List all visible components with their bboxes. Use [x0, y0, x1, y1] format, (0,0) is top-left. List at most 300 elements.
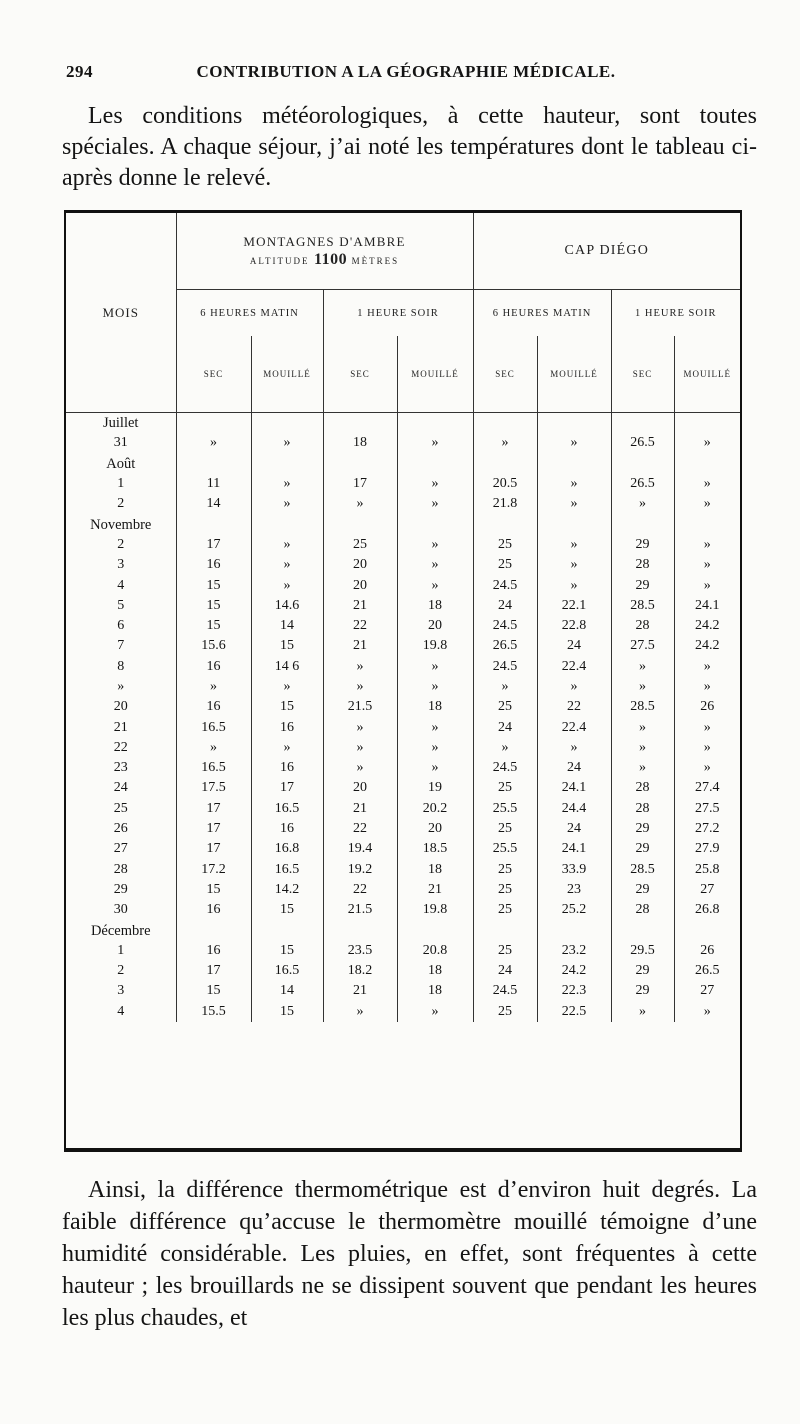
table-cell: » — [674, 433, 740, 453]
table-cell: » — [251, 494, 323, 514]
table-cell: 33.9 — [537, 860, 611, 880]
table-cell: 18.2 — [323, 961, 397, 981]
table-cell: 15 — [251, 636, 323, 656]
table-row — [66, 880, 740, 900]
table-cell: » — [323, 758, 397, 778]
table-cell: 21 — [397, 880, 473, 900]
table-cell: » — [611, 657, 674, 677]
table-cell: 22.4 — [537, 717, 611, 737]
table-cell: 17 — [176, 819, 251, 839]
mois-header: MOIS — [66, 213, 176, 413]
table-cell: 15 — [251, 941, 323, 961]
table-cell: 28 — [611, 778, 674, 798]
table-cell: 24.1 — [674, 596, 740, 616]
table-cell: » — [537, 433, 611, 453]
table-row — [66, 433, 740, 453]
table-cell: » — [537, 555, 611, 575]
table-cell: 20 — [397, 819, 473, 839]
table-row — [66, 778, 740, 798]
table-cell — [537, 514, 611, 534]
table-cell: 14 — [176, 494, 251, 514]
row-day: 22 — [113, 739, 128, 755]
table-cell: 17 — [176, 961, 251, 981]
table-cell: » — [537, 677, 611, 697]
table-row — [66, 758, 740, 778]
row-day: 4 — [117, 1003, 125, 1019]
table-cell — [323, 514, 397, 534]
table-cell — [611, 514, 674, 534]
table-cell: » — [323, 738, 397, 758]
table-cell: 28 — [611, 555, 674, 575]
row-day: 1 — [117, 476, 125, 492]
row-day: 6 — [117, 618, 125, 634]
table-cell: 25 — [323, 535, 397, 555]
table-cell: 29 — [611, 880, 674, 900]
table-cell: 26.8 — [674, 900, 740, 920]
table-cell: 25 — [473, 880, 537, 900]
table-cell: 16 — [176, 697, 251, 717]
table-cell: » — [611, 717, 674, 737]
table-cell: 29 — [611, 839, 674, 859]
table-cell — [397, 514, 473, 534]
table-cell: » — [674, 738, 740, 758]
altitude-value: 1100 — [314, 250, 348, 268]
table-cell: » — [176, 433, 251, 453]
table-cell: » — [674, 575, 740, 595]
table-cell: 27.4 — [674, 778, 740, 798]
table-row — [66, 961, 740, 981]
table-cell: 18 — [397, 981, 473, 1001]
table-cell: » — [397, 575, 473, 595]
table-cell — [537, 413, 611, 434]
row-day: 23 — [113, 760, 128, 776]
table-cell: 21.8 — [473, 494, 537, 514]
row-month: Novembre — [90, 516, 152, 533]
table-cell: 27 — [674, 880, 740, 900]
table-row — [66, 555, 740, 575]
table-cell: 22.5 — [537, 1002, 611, 1022]
table-cell: 20.2 — [397, 799, 473, 819]
table-cell — [176, 920, 251, 940]
row-day: 28 — [113, 861, 128, 877]
table-cell: 16 — [251, 717, 323, 737]
table-cell: » — [251, 433, 323, 453]
table-cell: 25.2 — [537, 900, 611, 920]
table-cell — [176, 413, 251, 434]
table-cell: 16.8 — [251, 839, 323, 859]
table-cell: 28 — [611, 616, 674, 636]
table-cell: » — [397, 1002, 473, 1022]
table-cell: 24.5 — [473, 616, 537, 636]
table-cell: 24.1 — [537, 778, 611, 798]
table-cell: 16 — [176, 900, 251, 920]
table-cell: 24.2 — [674, 616, 740, 636]
table-cell: » — [251, 474, 323, 494]
month-heading-row — [66, 454, 740, 474]
table-row — [66, 535, 740, 555]
row-day: 5 — [117, 597, 125, 613]
table-cell: » — [611, 738, 674, 758]
table-cell: » — [397, 738, 473, 758]
table-cell: 20.8 — [397, 941, 473, 961]
table-cell: » — [323, 1002, 397, 1022]
table-cell: » — [323, 677, 397, 697]
table-cell: 16.5 — [251, 860, 323, 880]
table-cell: 26 — [674, 941, 740, 961]
row-day: 2 — [117, 496, 125, 512]
table-cell: » — [323, 717, 397, 737]
table-cell: 11 — [176, 474, 251, 494]
table-cell: 15 — [251, 900, 323, 920]
table-cell: 25 — [473, 1002, 537, 1022]
table-cell — [674, 454, 740, 474]
table-cell: 21.5 — [323, 900, 397, 920]
table-cell — [176, 454, 251, 474]
table-cell: 16 — [176, 555, 251, 575]
table-cell — [473, 920, 537, 940]
table-cell: 19.4 — [323, 839, 397, 859]
table-cell: » — [397, 535, 473, 555]
conclusion-paragraph — [62, 1174, 757, 1334]
table-cell: 29 — [611, 961, 674, 981]
row-day: 24 — [113, 780, 128, 796]
intro-text: Les conditions météorologiques, à cette hauteur, sont toutes spéciales. A chaque séjour, j’ai noté les températures dont le tableau ci-après donne le relevé. — [62, 103, 757, 191]
table-cell: 29 — [611, 575, 674, 595]
table-cell: 18 — [397, 596, 473, 616]
row-day: 3 — [117, 983, 125, 999]
table-cell: 25 — [473, 697, 537, 717]
table-cell: 25 — [473, 900, 537, 920]
table-cell — [611, 413, 674, 434]
col-header-sec: SEC — [323, 336, 397, 413]
table-cell: 24.5 — [473, 575, 537, 595]
table-cell: 14 — [251, 981, 323, 1001]
table-cell: » — [397, 433, 473, 453]
table-cell: » — [537, 474, 611, 494]
table-cell: 15 — [176, 575, 251, 595]
table-cell: 28 — [611, 799, 674, 819]
table-cell: 26 — [674, 697, 740, 717]
table-cell: 21.5 — [323, 697, 397, 717]
table-cell: » — [611, 1002, 674, 1022]
table-cell: 25 — [473, 819, 537, 839]
table-cell: 27.2 — [674, 819, 740, 839]
table-cell — [251, 454, 323, 474]
row-day: 26 — [113, 821, 128, 837]
table-cell — [251, 413, 323, 434]
table-cell: 18 — [397, 697, 473, 717]
table-cell: 24 — [537, 819, 611, 839]
table-row — [66, 819, 740, 839]
table-cell: 19 — [397, 778, 473, 798]
table-cell: 26.5 — [611, 474, 674, 494]
table-cell: 25.5 — [473, 839, 537, 859]
col-header-mouille: MOUILLÉ — [397, 336, 473, 413]
table-cell: » — [251, 555, 323, 575]
table-row — [66, 677, 740, 697]
table-cell: 24 — [537, 758, 611, 778]
table-cell: 24.2 — [674, 636, 740, 656]
table-cell: 24 — [473, 717, 537, 737]
table-cell: 27.5 — [674, 799, 740, 819]
table-cell: » — [251, 738, 323, 758]
row-day: 25 — [113, 800, 128, 816]
col-header-mouille: MOUILLÉ — [537, 336, 611, 413]
table-cell: » — [397, 474, 473, 494]
table-cell: 18 — [397, 961, 473, 981]
row-day: 8 — [117, 658, 125, 674]
table-cell: » — [473, 677, 537, 697]
table-cell: 17.5 — [176, 778, 251, 798]
table-cell: 24.2 — [537, 961, 611, 981]
col-header-sec: SEC — [611, 336, 674, 413]
table-row — [66, 616, 740, 636]
table-cell: 18 — [323, 433, 397, 453]
table-cell: 17.2 — [176, 860, 251, 880]
table-row — [66, 596, 740, 616]
table-cell: 26.5 — [611, 433, 674, 453]
table-cell: 28 — [611, 900, 674, 920]
table-cell: 16.5 — [176, 717, 251, 737]
table-cell: 25 — [473, 941, 537, 961]
table-cell: » — [251, 535, 323, 555]
table-cell: 20 — [323, 555, 397, 575]
table-cell: » — [674, 494, 740, 514]
table-cell: » — [537, 575, 611, 595]
table-cell: 20 — [397, 616, 473, 636]
table-cell: 14 — [251, 616, 323, 636]
table-cell: 14.6 — [251, 596, 323, 616]
row-day: 27 — [113, 841, 128, 857]
table-cell: » — [674, 758, 740, 778]
temperature-table — [66, 213, 740, 1022]
row-day: 21 — [113, 719, 128, 735]
table-cell: 24 — [473, 961, 537, 981]
row-month: Août — [106, 455, 136, 472]
table-cell: 22 — [323, 819, 397, 839]
table-cell: 24.5 — [473, 981, 537, 1001]
table-cell: 15 — [176, 981, 251, 1001]
row-month: Juillet — [103, 415, 139, 432]
row-day: 2 — [117, 536, 125, 552]
table-cell: » — [397, 677, 473, 697]
table-cell — [611, 920, 674, 940]
table-cell: 19.8 — [397, 636, 473, 656]
table-cell: 24 — [473, 596, 537, 616]
table-cell: 14.2 — [251, 880, 323, 900]
table-cell: » — [674, 717, 740, 737]
table-cell: 18.5 — [397, 839, 473, 859]
table-cell — [251, 514, 323, 534]
table-cell: 15 — [176, 596, 251, 616]
subgroup-ambre-matin: 6 HEURES MATIN — [176, 290, 323, 337]
table-cell — [537, 920, 611, 940]
intro-paragraph — [62, 101, 757, 194]
table-cell — [473, 413, 537, 434]
table-cell: » — [251, 575, 323, 595]
table-cell: » — [611, 494, 674, 514]
table-cell: 17 — [251, 778, 323, 798]
month-heading-row — [66, 413, 740, 434]
table-cell — [251, 920, 323, 940]
table-cell: 15 — [251, 1002, 323, 1022]
table-cell: 29 — [611, 981, 674, 1001]
table-cell: 20 — [323, 575, 397, 595]
table-cell: 25 — [473, 535, 537, 555]
table-cell: 28.5 — [611, 860, 674, 880]
table-cell: 21 — [323, 596, 397, 616]
table-cell: » — [611, 677, 674, 697]
table-cell: 19.2 — [323, 860, 397, 880]
conclusion-text: Ainsi, la différence thermométrique est d’environ huit degrés. La faible différence qu’accuse le thermomètre mouillé témoigne d’une humidité considérable. Les pluies, en effet, sont fréquentes à cette hauteur ; les brouillards ne se dissipent souvent que pendant les heures les plus chaudes, et — [62, 1177, 757, 1331]
table-cell: 15 — [176, 616, 251, 636]
table-cell: 22.8 — [537, 616, 611, 636]
table-cell: 22.3 — [537, 981, 611, 1001]
temperature-table-frame — [64, 210, 742, 1152]
table-cell: 16.5 — [251, 961, 323, 981]
month-heading-row — [66, 514, 740, 534]
table-cell: 16.5 — [176, 758, 251, 778]
table-row — [66, 839, 740, 859]
table-cell — [537, 454, 611, 474]
table-cell: » — [674, 677, 740, 697]
table-cell: 27 — [674, 981, 740, 1001]
table-cell: 28.5 — [611, 697, 674, 717]
table-cell: 23.5 — [323, 941, 397, 961]
col-header-mouille: MOUILLÉ — [674, 336, 740, 413]
table-row — [66, 494, 740, 514]
table-cell: 25.5 — [473, 799, 537, 819]
table-cell — [397, 920, 473, 940]
table-cell: 28.5 — [611, 596, 674, 616]
table-cell: 24.5 — [473, 657, 537, 677]
table-row — [66, 1002, 740, 1022]
row-day: 4 — [117, 577, 125, 593]
table-row — [66, 860, 740, 880]
table-cell: » — [397, 758, 473, 778]
table-cell: 29.5 — [611, 941, 674, 961]
table-row — [66, 657, 740, 677]
table-cell: » — [397, 555, 473, 575]
table-cell: » — [323, 657, 397, 677]
table-cell: 17 — [176, 839, 251, 859]
table-cell: 16.5 — [251, 799, 323, 819]
altitude-suffix: MÈTRES — [351, 255, 400, 266]
row-day: 31 — [113, 435, 128, 451]
table-cell: » — [537, 494, 611, 514]
table-cell: 22 — [323, 880, 397, 900]
table-cell — [674, 413, 740, 434]
table-cell: » — [176, 738, 251, 758]
table-cell: 29 — [611, 535, 674, 555]
col-header-mouille: MOUILLÉ — [251, 336, 323, 413]
table-cell: 26.5 — [473, 636, 537, 656]
table-cell: 25 — [473, 860, 537, 880]
row-day: 7 — [117, 638, 125, 654]
table-row — [66, 575, 740, 595]
table-cell: » — [397, 717, 473, 737]
table-row — [66, 799, 740, 819]
table-row — [66, 941, 740, 961]
table-cell: » — [674, 1002, 740, 1022]
table-cell: 24.5 — [473, 758, 537, 778]
group-title-diego: CAP DIÉGO — [473, 213, 740, 290]
page-number: 294 — [66, 62, 93, 81]
table-cell: 24.1 — [537, 839, 611, 859]
table-cell — [473, 514, 537, 534]
table-cell: » — [473, 738, 537, 758]
table-cell — [176, 514, 251, 534]
table-cell — [323, 920, 397, 940]
table-cell — [323, 454, 397, 474]
table-row — [66, 636, 740, 656]
row-day: 2 — [117, 963, 125, 979]
table-cell — [397, 413, 473, 434]
altitude-prefix: ALTITUDE — [249, 255, 310, 266]
row-day: 30 — [113, 902, 128, 918]
table-cell: 22.4 — [537, 657, 611, 677]
group-title-ambre: MONTAGNES D'AMBRE — [243, 233, 406, 249]
group-header-ambre — [176, 213, 473, 290]
table-cell: » — [323, 494, 397, 514]
subgroup-diego-matin: 6 HEURES MATIN — [473, 290, 611, 337]
row-month: Décembre — [90, 922, 151, 939]
row-day: » — [117, 679, 125, 694]
table-cell: 17 — [176, 535, 251, 555]
table-cell: 15.5 — [176, 1002, 251, 1022]
table-cell: » — [674, 474, 740, 494]
table-cell: 19.8 — [397, 900, 473, 920]
table-cell: 16 — [176, 941, 251, 961]
table-cell: 25 — [473, 778, 537, 798]
table-cell: 25 — [473, 555, 537, 575]
table-cell: 27.9 — [674, 839, 740, 859]
table-cell — [323, 413, 397, 434]
table-cell: 21 — [323, 636, 397, 656]
row-day: 29 — [113, 881, 128, 897]
table-cell: 22 — [323, 616, 397, 636]
table-cell: 24 — [537, 636, 611, 656]
table-cell: » — [397, 494, 473, 514]
table-cell: 15.6 — [176, 636, 251, 656]
row-day: 20 — [113, 699, 128, 715]
row-day: 1 — [117, 942, 125, 958]
table-cell: » — [251, 677, 323, 697]
table-cell: 20.5 — [473, 474, 537, 494]
table-cell: 16 — [176, 657, 251, 677]
subgroup-ambre-soir: 1 HEURE SOIR — [323, 290, 473, 337]
table-row — [66, 738, 740, 758]
table-cell: » — [674, 657, 740, 677]
table-cell — [473, 454, 537, 474]
table-cell: » — [176, 677, 251, 697]
table-cell: 29 — [611, 819, 674, 839]
table-cell: 18 — [397, 860, 473, 880]
table-row — [66, 981, 740, 1001]
table-row — [66, 717, 740, 737]
table-cell: » — [473, 433, 537, 453]
subgroup-diego-soir: 1 HEURE SOIR — [611, 290, 740, 337]
table-cell — [674, 514, 740, 534]
table-cell: 16 — [251, 758, 323, 778]
table-cell: 24.4 — [537, 799, 611, 819]
table-cell — [397, 454, 473, 474]
col-header-sec: SEC — [176, 336, 251, 413]
table-cell: 25.8 — [674, 860, 740, 880]
table-cell: » — [674, 555, 740, 575]
table-cell — [674, 920, 740, 940]
table-cell: 16 — [251, 819, 323, 839]
